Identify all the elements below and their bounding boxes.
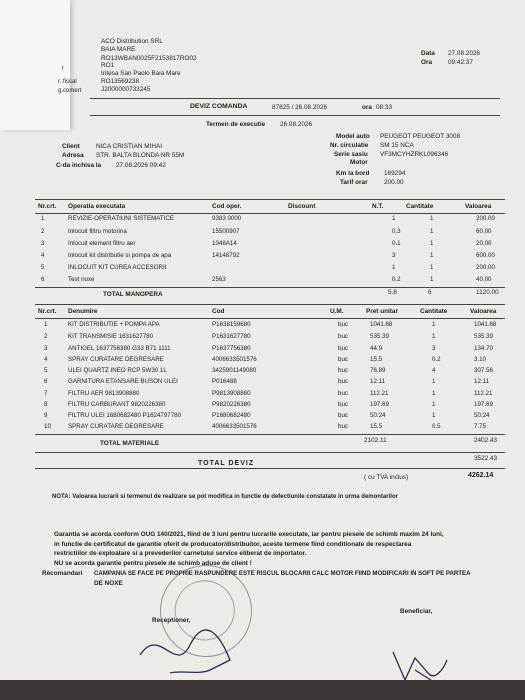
table-cell: 9 <box>44 412 48 419</box>
model-label: Model auto <box>336 133 370 140</box>
closed-label: C-da inchisa la <box>56 162 102 169</box>
recommendations-text: CAMPANIA SE FACE PE PROPRIE RASPUNDERE ESTE RISCUL BLOCARII CALC MOTOR FIIND MODIFICARI IN SOFT PE PARTEA <box>94 570 471 577</box>
col-header: Valoarea <box>470 308 497 315</box>
table-cell: 3 <box>392 252 396 259</box>
recommendations-text-2: DE NOXE <box>94 580 123 587</box>
closed-value: 27.08.2026 09:42 <box>116 162 166 169</box>
col-header: Operatia executata <box>68 203 126 210</box>
table-cell: buc <box>338 412 348 419</box>
table-cell: buc <box>338 401 348 408</box>
table-cell: P1680682480 <box>212 412 251 419</box>
table-cell: 76.89 <box>370 367 386 374</box>
table-cell: 50.24 <box>370 412 386 419</box>
table-cell: FILTRU CARBURANT 9820226380 <box>68 401 166 408</box>
table-cell: 3 <box>44 345 48 352</box>
vin-value: VF3MCYHZRKL096346 <box>380 151 449 158</box>
guarantee-line: restrictiilor de exploatare si a prevederilor carnetului service eliberat de importator. <box>54 550 307 557</box>
company-j-no: J2000000733245 <box>101 86 151 93</box>
divider <box>90 98 500 99</box>
table-cell: 3 <box>432 345 436 352</box>
mat-total-unit: 2102.11 <box>364 437 387 444</box>
table-cell: 1041.68 <box>474 321 497 328</box>
time-label: Ora <box>421 59 433 66</box>
table-cell: 600.00 <box>476 252 495 259</box>
table-cell: 12.11 <box>474 378 490 385</box>
table-cell: 4 <box>44 356 48 363</box>
table-cell: 7.75 <box>474 423 487 430</box>
table-cell: P1631627780 <box>212 333 251 340</box>
side-label: r <box>62 66 64 72</box>
col-header: Cantitate <box>420 308 448 315</box>
table-cell: 197.69 <box>474 401 493 408</box>
table-cell: 1 <box>392 215 396 222</box>
ops-total-label: TOTAL MANOPERA <box>103 291 163 298</box>
table-cell: 200.00 <box>476 264 495 271</box>
table-cell: GARNITURA ETANSARE BUSON ULEI <box>68 378 178 385</box>
deviz-ora-label: ora <box>362 104 372 111</box>
table-cell: 40.00 <box>476 276 492 283</box>
table-cell: P9820226380 <box>212 401 251 408</box>
tva-total: 4262.14 <box>468 472 494 479</box>
table-cell: 1 <box>430 264 434 271</box>
table-cell: 12.11 <box>370 378 386 385</box>
table-cell: 6 <box>44 378 48 385</box>
model-value: PEUGEOT PEUGEOT 3008 <box>380 133 461 140</box>
total-deviz-value: 3522.43 <box>474 455 498 462</box>
side-label: r. fiscal <box>58 79 77 85</box>
table-cell: 1 <box>432 378 436 385</box>
table-cell: buc <box>338 321 348 328</box>
receiver-signature <box>130 615 250 685</box>
table-cell: 0.1 <box>392 240 401 247</box>
company-bank: Intesa San Paolo Baia Mare <box>101 70 181 77</box>
table-cell: 112.21 <box>370 390 389 397</box>
table-cell: 535.39 <box>474 333 493 340</box>
divider <box>90 115 500 116</box>
table-cell: 1 <box>432 390 436 397</box>
table-cell: buc <box>338 378 348 385</box>
table-cell: 1 <box>432 401 436 408</box>
date-label: Data <box>421 50 435 57</box>
table-cell: 1 <box>430 240 434 247</box>
table-cell: 0.2 <box>392 276 401 283</box>
col-header: U.M. <box>330 308 344 315</box>
plate-value: SM 15 NCA <box>380 142 414 149</box>
table-cell: 200.00 <box>476 215 495 222</box>
table-cell: 1041.68 <box>370 321 393 328</box>
table-cell: 1 <box>432 412 436 419</box>
table-cell: 0.2 <box>432 356 441 363</box>
table-cell: 1 <box>41 215 45 222</box>
km-value: 169294 <box>384 170 406 177</box>
table-cell: 15.5 <box>370 356 383 363</box>
company-city: BAIA MARE <box>101 46 136 53</box>
note-text: NOTA: Valoarea lucrarii si termenul de realizare se pot modifica in functie de defectiunile constatate in urma demontarilor <box>52 494 398 500</box>
table-cell: Test noxe <box>68 276 95 283</box>
recommendations-label: Recomandari <box>42 570 83 577</box>
client-label: Client <box>62 143 80 150</box>
table-cell: FILTRU ULEI 1680682480 P1624797780 <box>68 412 182 419</box>
table-cell: 44.9 <box>370 345 383 352</box>
table-cell: 14148792 <box>212 252 240 259</box>
table-cell: 9383 0000 <box>212 215 242 222</box>
table-cell: 1 <box>430 276 434 283</box>
table-cell: SPRAY CURATARE DEGRESARE <box>68 356 164 363</box>
rate-value: 200.00 <box>384 179 404 186</box>
folded-page-corner <box>0 0 71 130</box>
plate-label: Nr. circulatie <box>330 142 369 149</box>
table-cell: KIT TRANSMISIE 1631627780 <box>68 333 154 340</box>
company-registration: RO13WBAN0025F2153817RO02 <box>101 55 197 62</box>
table-cell: ULEI QUARTZ INEO RCP 5W30 1L <box>68 367 167 374</box>
table-cell: KIT DISTRIBUTIE + POMPA APA <box>68 321 160 328</box>
deviz-ora: 08:33 <box>376 104 392 111</box>
table-cell: 307.56 <box>474 367 493 374</box>
table-cell: 0.3 <box>392 228 401 235</box>
vin-label: Serie sasiu <box>334 151 368 158</box>
table-cell: 2563 <box>212 276 226 283</box>
col-header: N.T. <box>372 203 384 210</box>
term-value: 26.08.2026 <box>280 121 312 128</box>
table-cell: 1 <box>432 333 436 340</box>
table-cell: REVIZIE-OPERATIUNI SISTEMATICE <box>68 215 174 222</box>
table-cell: 2 <box>41 228 45 235</box>
table-cell: 4 <box>432 367 436 374</box>
tva-label: ( cu TVA inclus) <box>364 474 409 481</box>
divider <box>35 287 505 288</box>
table-cell: 4006633501576 <box>212 423 257 430</box>
deviz-number: 87825 / 26.08.2026 <box>272 104 328 111</box>
col-header: Cantitate <box>406 203 434 210</box>
col-header: Discount <box>288 203 316 210</box>
table-cell: buc <box>338 333 348 340</box>
ops-total-qty: 6 <box>428 289 432 296</box>
table-cell: 1 <box>430 215 434 222</box>
ops-total-nt: 5.6 <box>388 289 397 296</box>
rate-label: Tarif orar <box>340 179 368 186</box>
table-cell: 4006633501576 <box>212 356 257 363</box>
table-cell: P1638159680 <box>212 321 251 328</box>
company-reg-no: RO13569238 <box>101 78 140 85</box>
table-cell: 2 <box>44 333 48 340</box>
table-cell: 1 <box>432 321 436 328</box>
table-cell: 7 <box>44 390 48 397</box>
table-cell: 20.00 <box>476 240 492 247</box>
table-cell: P1637756380 <box>212 345 251 352</box>
client-name: NICA CRISTIAN MIHAI <box>96 143 163 150</box>
table-cell: 1 <box>430 252 434 259</box>
table-cell: 10 <box>44 423 51 430</box>
table-cell: 0.5 <box>432 423 441 430</box>
mat-total-value: 2402.43 <box>474 437 498 444</box>
table-cell: 3 <box>41 240 45 247</box>
table-cell: 3.10 <box>474 356 487 363</box>
table-cell: 5 <box>44 367 48 374</box>
table-cell: ANTIGEL 1637756380 G33 B71 1111 <box>68 345 171 352</box>
col-header: Nr.crt. <box>38 203 57 210</box>
divider <box>35 452 505 453</box>
table-cell: buc <box>338 423 348 430</box>
side-label: g.comert <box>58 88 82 94</box>
table-cell: 1 <box>430 228 434 235</box>
col-header: Cod oper. <box>212 203 242 210</box>
divider <box>35 468 505 469</box>
table-cell: 1048A14 <box>212 240 237 247</box>
address-label: Adresa <box>62 152 84 159</box>
table-cell: 50.24 <box>474 412 490 419</box>
table-cell: buc <box>338 345 348 352</box>
col-header: Valoarea <box>465 203 492 210</box>
table-cell: buc <box>338 367 348 374</box>
table-cell: 197.69 <box>370 401 389 408</box>
guarantee-line: NU se acorda garantie pentru piesele de schimb aduse de client ! <box>54 560 252 567</box>
table-cell: P9813908880 <box>212 390 251 397</box>
table-cell: 15.5 <box>370 423 383 430</box>
total-deviz-label: TOTAL DEVIZ <box>198 460 255 467</box>
receiver-label: Receptioner, <box>152 617 191 624</box>
background-edge <box>0 680 525 700</box>
table-cell: SPRAY CURATARE DEGRESARE <box>68 423 164 430</box>
date-value: 27.08.2026 <box>448 50 480 57</box>
table-cell: 112.21 <box>474 390 493 397</box>
col-header: Denumire <box>68 308 98 315</box>
table-cell: 535.39 <box>370 333 389 340</box>
col-header: Pret unitar <box>366 308 398 315</box>
table-cell: 8 <box>44 401 48 408</box>
table-cell: P016488 <box>212 378 237 385</box>
table-cell: INLOCUIT KIT CUREA ACCESORII <box>68 264 167 271</box>
table-cell: FILTRU AER 9813908880 <box>68 390 140 397</box>
table-cell: 3425901149080 <box>212 367 257 374</box>
table-cell: 4 <box>41 252 45 259</box>
mat-total-label: TOTAL MATERIALE <box>100 440 160 447</box>
guarantee-line: in functie de certificatul de garantie oferit de producator/distribuitor, aceste termene fiind conditionate de respectarea <box>54 541 412 548</box>
company-cui: RO1 <box>101 62 115 69</box>
table-cell: buc <box>338 356 348 363</box>
col-header: Cod <box>212 308 225 315</box>
company-name: ACO Distribution SRL <box>101 38 163 45</box>
table-cell: 6 <box>41 276 45 283</box>
client-address: STR. BALTA BLONDA NR 55M <box>96 152 185 159</box>
guarantee-line: Garantia se acorda conform OUG 140/2021, fiind de 3 luni pentru lucrarile executate, iar pentru piesele de schimb maxim 24 luni, <box>54 531 444 538</box>
col-header: Nr.crt. <box>38 308 57 315</box>
table-cell: 60.00 <box>476 228 492 235</box>
divider <box>35 434 505 435</box>
table-cell: Inlocuit kit distributie si pompa de apa <box>68 252 172 259</box>
table-cell: buc <box>338 390 348 397</box>
table-cell: 15500907 <box>212 228 240 235</box>
table-cell: 1 <box>44 321 48 328</box>
table-cell: 134.70 <box>474 345 493 352</box>
table-cell: 1 <box>392 264 396 271</box>
km-label: Km la bord <box>336 170 370 177</box>
table-cell: Inlocuit element filtru aer <box>68 240 136 247</box>
time-value: 09:42:37 <box>448 59 473 66</box>
ops-total-value: 1120.00 <box>476 289 499 296</box>
beneficiary-label: Beneficiar, <box>400 608 433 615</box>
deviz-title: DEVIZ COMANDA <box>190 103 248 110</box>
table-cell: 5 <box>41 264 45 271</box>
table-cell: Inlocuit filtru motorina <box>68 228 127 235</box>
term-label: Termen de executie <box>206 121 266 128</box>
motor-label: Motor <box>350 159 368 166</box>
